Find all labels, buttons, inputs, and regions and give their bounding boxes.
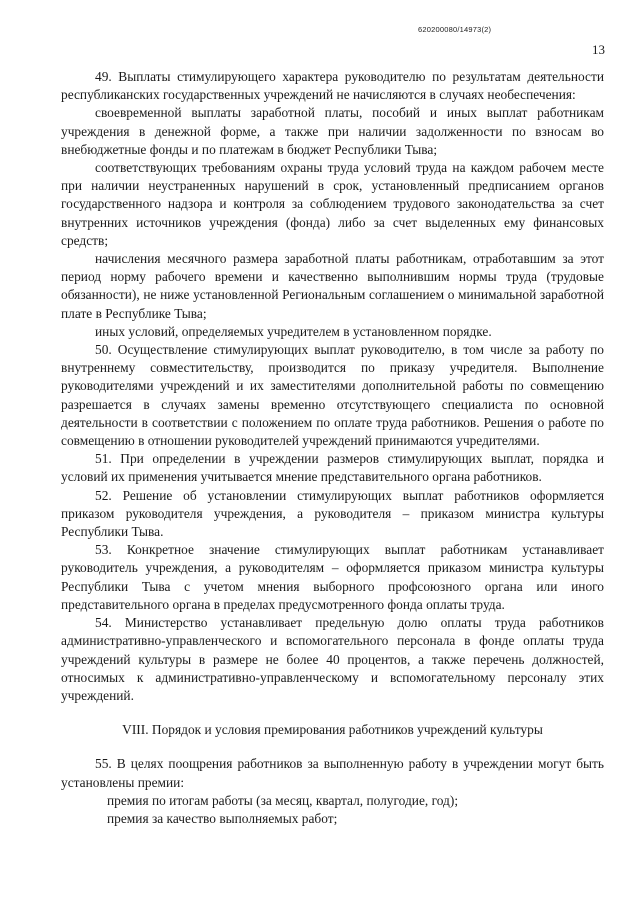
paragraph-49: 49. Выплаты стимулирующего характера руководителю по результатам деятельности республиканских государственных учреждений не начисляются в случаях необеспечения: [61, 69, 604, 103]
list-item-bonus-results: премия по итогам работы (за месяц, квартал, полугодие, год); [107, 792, 459, 808]
list-item-wages: своевременной выплаты заработной платы, пособий и иных выплат работникам учреждения в денежной форме, а также при наличии задолженности по взносам во внебюджетные фонды и по платежам в бюджет Республики Тыва; [61, 105, 604, 157]
section-heading: VIII. Порядок и условия премирования работников учреждений культуры [122, 722, 543, 738]
page-number: 13 [592, 42, 605, 57]
paragraph-53: 53. Конкретное значение стимулирующих выплат работникам устанавливает руководитель учреждения, а руководителям – оформляется приказом министра культуры Республики Тыва с учетом мнения выборного профсоюзного органа или иного представительного органа в пределах предусмотренного фонда оплаты труда. [61, 542, 604, 612]
document-body [61, 68, 604, 828]
paragraph-55: 55. В целях поощрения работников за выполненную работу в учреждении могут быть установлены премии: [61, 756, 604, 790]
paragraph-54: 54. Министерство устанавливает предельную долю оплаты труда работников административно-управленческого и вспомогательного персонала в фонде оплаты труда учреждений культуры в размере не более 40 процентов, а также перечень должностей, относимых к административно-управленческому и вспомогательному персоналу этих учреждений. [61, 615, 604, 703]
document-id: 620200080/14973(2) [418, 25, 492, 34]
paragraph-52: 52. Решение об установлении стимулирующих выплат работников оформляется приказом руководителя учреждения, а руководителя – приказом министра культуры Республики Тыва. [61, 487, 604, 540]
list-item-labor-safety: соответствующих требованиям охраны труда условий труда на каждом рабочем месте при наличии неустраненных нарушений в срок, установленный предписанием органов государственного надзора и контроля за соблюдением трудового законодательства за счет внутренних источников учреждения (фонда) либо за счет выделенных ему финансовых средств; [61, 160, 604, 248]
list-item-other-conditions: иных условий, определяемых учредителем в установленном порядке. [95, 323, 492, 339]
list-item-bonus-quality: премия за качество выполняемых работ; [107, 810, 338, 826]
paragraph-51: 51. При определении в учреждении размеров стимулирующих выплат, порядка и условий их применения учитывается мнение представительного органа работников. [61, 451, 604, 485]
list-item-minimum-wage: начисления месячного размера заработной платы работникам, отработавшим за этот период норму рабочего времени и качественно выполнившим нормы труда (трудовые обязанности), не ниже установленной Региональным соглашением о минимальной заработной плате в Республике Тыва; [61, 251, 604, 321]
paragraph-50: 50. Осуществление стимулирующих выплат руководителю, в том числе за работу по внутреннему совместительству, производится по приказу учредителя. Выполнение руководителями учреждений и их заместителями дополнительной работы по совмещению разрешается в случаях замены временно отсутствующего специалиста по основной деятельности в соответствии с положением по оплате труда работников. Решения о работе по совмещению в отношении руководителей учреждений принимаются учредителями. [61, 342, 604, 449]
